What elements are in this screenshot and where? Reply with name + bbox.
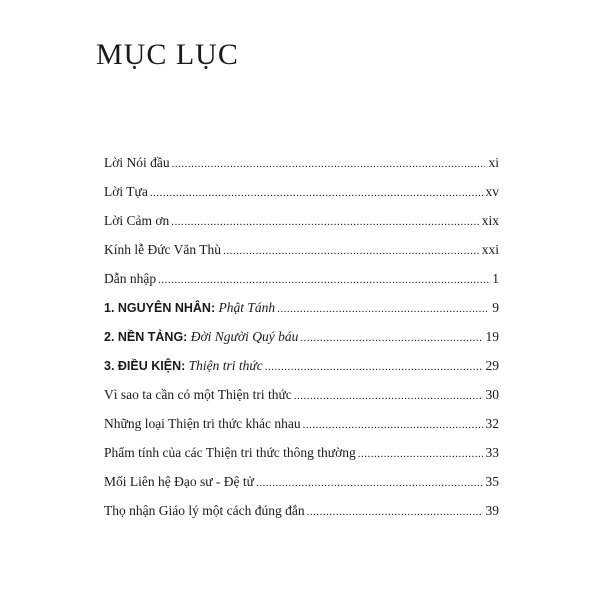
toc-chapter-3[interactable] xyxy=(104,358,499,387)
toc-entry-loi-tua[interactable] xyxy=(104,184,499,213)
toc-page-number: xv xyxy=(485,184,499,199)
chapter-heading: 3. ĐIỀU KIỆN: xyxy=(104,359,186,373)
toc-entry-label: Lời Nói đầu xyxy=(104,155,170,170)
dot-leader xyxy=(265,358,483,374)
toc-entry-label: Mối Liên hệ Đạo sư - Đệ tử xyxy=(104,474,254,489)
toc-page-number: 32 xyxy=(485,416,499,431)
toc-page-number: 19 xyxy=(485,329,499,344)
toc-page-number: xix xyxy=(481,213,499,228)
toc-entry-label: Những loại Thiện tri thức khác nhau xyxy=(104,416,301,431)
toc-entry-label: Thọ nhận Giáo lý một cách đúng đắn xyxy=(104,503,305,518)
toc-entry-label: Kính lễ Đức Văn Thù xyxy=(104,242,222,257)
dot-leader xyxy=(294,387,483,403)
dot-leader xyxy=(256,474,483,490)
toc-entry-label: Phẩm tính của các Thiện tri thức thông thường xyxy=(104,445,356,460)
toc-entry-dan-nhap[interactable] xyxy=(104,271,499,300)
dot-leader xyxy=(303,416,483,432)
chapter-heading: 1. NGUYÊN NHÂN: xyxy=(104,301,216,315)
toc-chapter-2[interactable] xyxy=(104,329,499,358)
toc-entry-vi-sao[interactable] xyxy=(104,387,499,416)
dot-leader xyxy=(307,503,483,519)
toc-page-number: 39 xyxy=(485,503,499,518)
toc-entry-loi-cam-on[interactable] xyxy=(104,213,499,242)
toc-page-number: 29 xyxy=(485,358,499,373)
dot-leader xyxy=(171,213,478,229)
toc-page-number: xxi xyxy=(481,242,499,257)
toc-entry-label: Vì sao ta cần có một Thiện tri thức xyxy=(104,387,292,402)
toc-page-number: 35 xyxy=(485,474,499,489)
toc-entry-moi-lien-he[interactable] xyxy=(104,474,499,503)
toc-entry-tho-nhan[interactable] xyxy=(104,503,499,532)
dot-leader xyxy=(277,300,489,316)
toc-chapter-1[interactable] xyxy=(104,300,499,329)
dot-leader xyxy=(150,184,483,200)
toc-entry-pham-tinh[interactable] xyxy=(104,445,499,474)
toc-page-number: xi xyxy=(488,155,499,170)
toc-page-number: 33 xyxy=(485,445,499,460)
toc-entry-kinh-le[interactable] xyxy=(104,242,499,271)
table-of-contents xyxy=(104,155,499,532)
chapter-subtitle: Phật Tánh xyxy=(218,300,276,315)
chapter-subtitle: Thiện tri thức xyxy=(188,358,263,373)
toc-entry-label: Lời Tựa xyxy=(104,184,148,199)
toc-page-number: 30 xyxy=(485,387,499,402)
dot-leader xyxy=(172,155,486,171)
toc-chapter-label xyxy=(104,329,300,345)
toc-entry-nhung-loai[interactable] xyxy=(104,416,499,445)
toc-chapter-label xyxy=(104,300,277,316)
chapter-subtitle: Đời Người Quý báu xyxy=(190,329,299,344)
toc-page-number: 1 xyxy=(492,271,499,286)
dot-leader xyxy=(223,242,479,258)
toc-entry-label: Dẫn nhập xyxy=(104,271,157,286)
dot-leader xyxy=(158,271,489,287)
toc-entry-loi-noi-dau[interactable] xyxy=(104,155,499,184)
page-title: MỤC LỤC xyxy=(96,38,239,71)
dot-leader xyxy=(300,329,482,345)
toc-page-number: 9 xyxy=(492,300,499,315)
dot-leader xyxy=(358,445,483,461)
toc-chapter-label xyxy=(104,358,265,374)
chapter-heading: 2. NỀN TẢNG: xyxy=(104,330,188,344)
toc-entry-label: Lời Cảm ơn xyxy=(104,213,170,228)
